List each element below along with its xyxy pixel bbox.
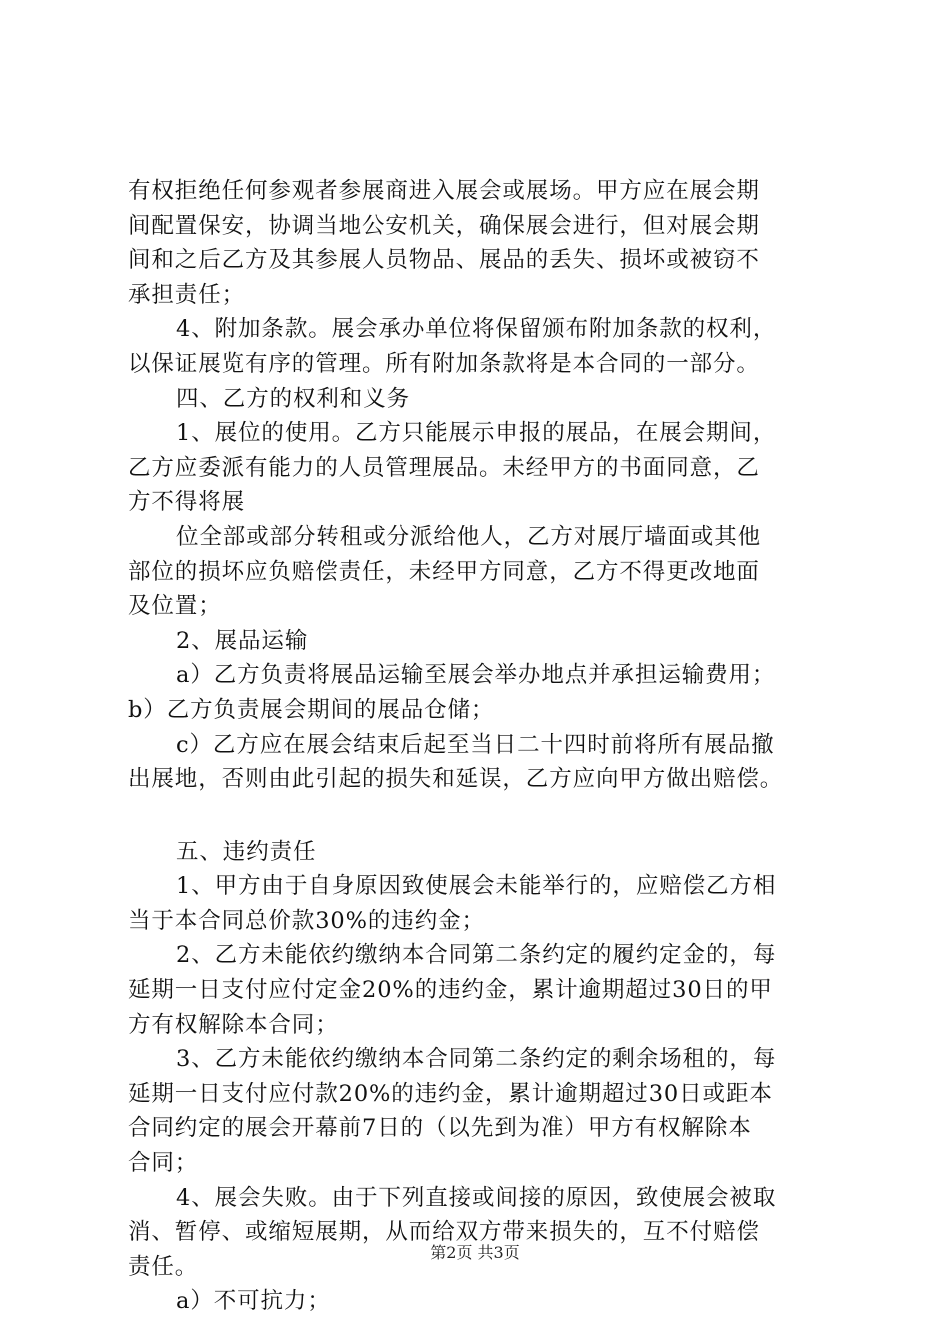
text-line: 方不得将展 (128, 489, 246, 516)
text-line: 有权拒绝任何参观者参展商进入展会或展场。甲方应在展会期 (128, 178, 760, 204)
section-heading: 五、违约责任 (176, 838, 317, 865)
text-line: 承担责任； (128, 281, 246, 308)
text-line: 当于本合同总价款30%的违约金； (128, 907, 485, 934)
document-body (128, 174, 828, 1319)
text-line: 方有权解除本合同； (128, 1011, 339, 1038)
text-line: 消、暂停、或缩短展期，从而给双方带来损失的，互不付赔偿 (128, 1219, 760, 1246)
page-footer: 第2页 共3页 (430, 1243, 520, 1262)
text-line: 位全部或部分转租或分派给他人，乙方对展厅墙面或其他 (176, 523, 762, 550)
text-line: 2、展品运输 (176, 627, 309, 654)
text-line: 乙方应委派有能力的人员管理展品。未经甲方的书面同意，乙 (128, 454, 760, 481)
text-line: 2、乙方未能依约缴纳本合同第二条约定的履约定金的，每 (176, 942, 777, 969)
text-line: 以保证展览有序的管理。所有附加条款将是本合同的一部分。 (128, 350, 760, 377)
text-line: a）不可抗力； (176, 1288, 331, 1315)
text-line: b）乙方负责展会期间的展品仓储； (128, 696, 495, 723)
text-line: 间配置保安，协调当地公安机关，确保展会进行，但对展会期 (128, 212, 760, 239)
text-line: 及位置； (128, 593, 222, 620)
text-line: 延期一日支付应付款20%的违约金，累计逾期超过30日或距本 (128, 1080, 773, 1107)
text-line: 1、甲方由于自身原因致使展会未能举行的，应赔偿乙方相 (176, 873, 777, 900)
text-line: 出展地，否则由此引起的损失和延误，乙方应向甲方做出赔偿。 (128, 766, 784, 793)
paragraph-gap (128, 797, 828, 835)
text-line: 合同； (128, 1150, 199, 1177)
text-line: 合同约定的展会开幕前7日的（以先到为准）甲方有权解除本 (128, 1115, 752, 1142)
text-line: 4、展会失败。由于下列直接或间接的原因，致使展会被取 (176, 1184, 777, 1211)
text-line: c）乙方应在展会结束后起至当日二十四时前将所有展品撤 (176, 731, 775, 758)
text-line: a）乙方负责将展品运输至展会举办地点并承担运输费用； (176, 662, 776, 689)
section-heading: 四、乙方的权利和义务 (176, 385, 411, 412)
text-line: 3、乙方未能依约缴纳本合同第二条约定的剩余场租的，每 (176, 1046, 777, 1073)
text-line: 责任。 (128, 1253, 199, 1280)
text-line: 部位的损坏应负赔偿责任，未经甲方同意，乙方不得更改地面 (128, 558, 760, 585)
text-line: 4、附加条款。展会承办单位将保留颁布附加条款的权利， (176, 316, 777, 343)
text-line: 间和之后乙方及其参展人员物品、展品的丢失、损坏或被窃不 (128, 247, 760, 274)
text-line: 1、展位的使用。乙方只能展示申报的展品，在展会期间， (176, 420, 777, 447)
text-line: 延期一日支付应付定金20%的违约金，累计逾期超过30日的甲 (128, 977, 773, 1004)
